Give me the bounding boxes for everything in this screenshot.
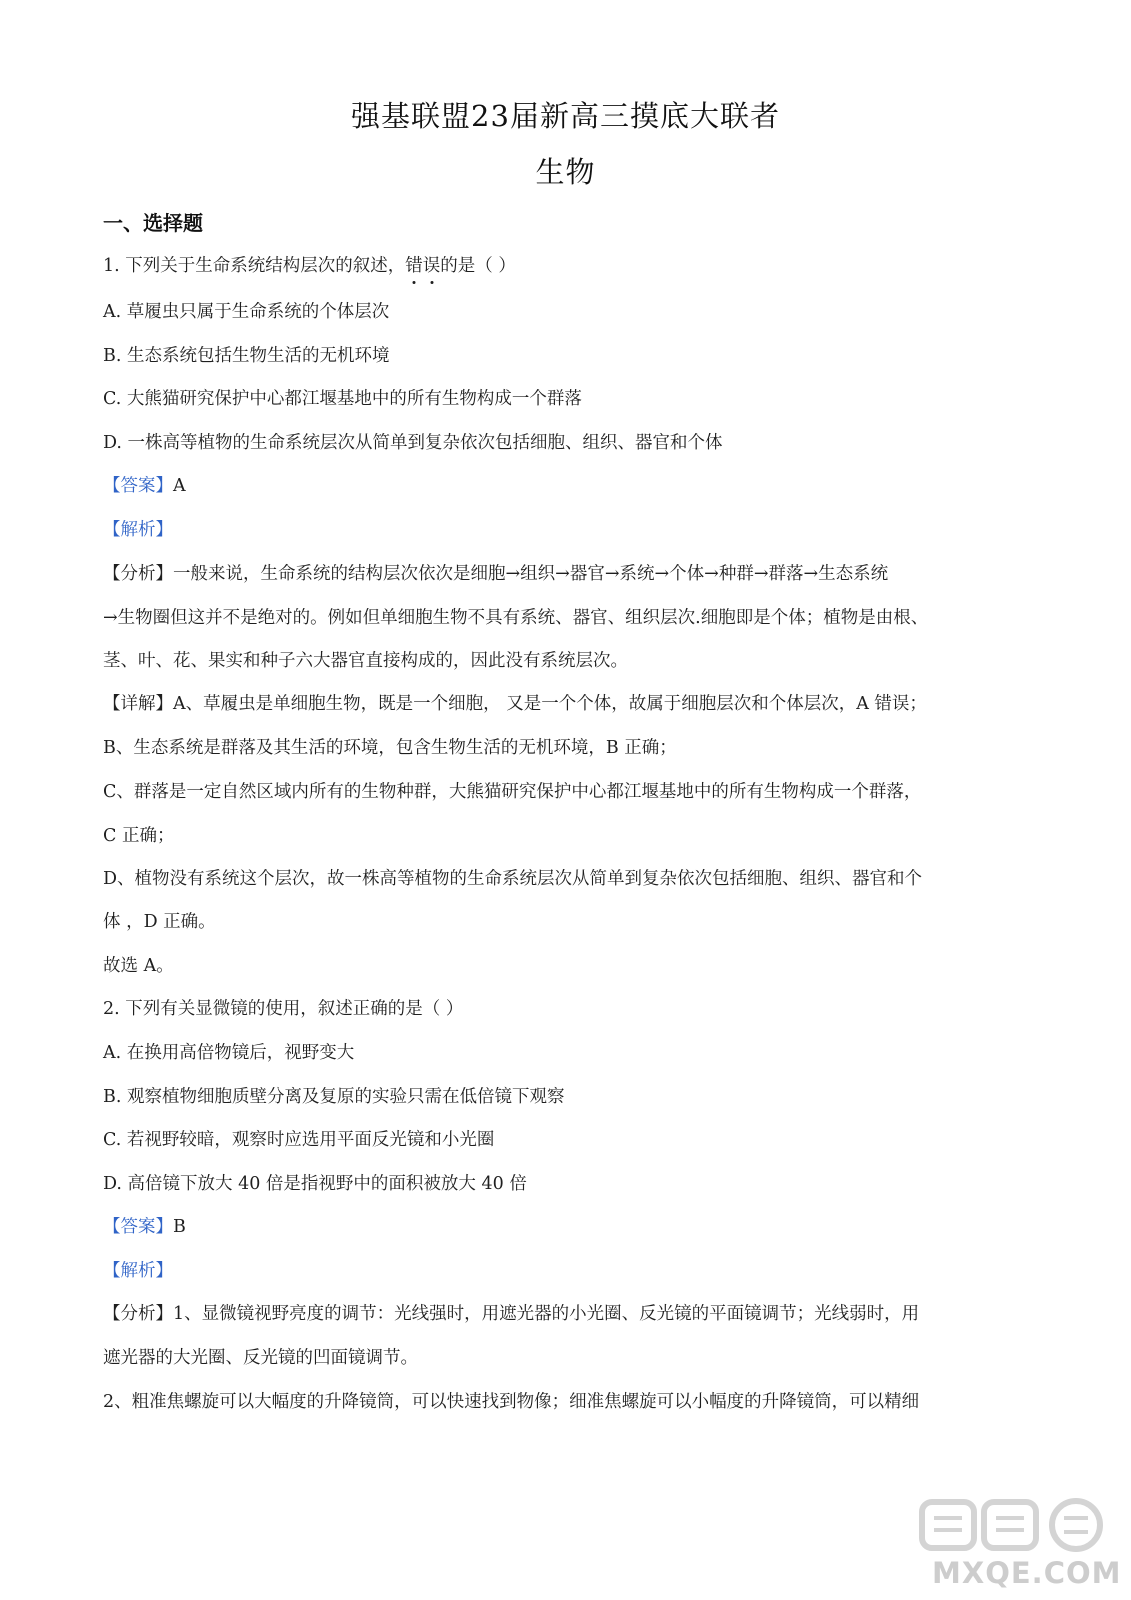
watermark-text: MXQE.COM bbox=[932, 1556, 1122, 1590]
q1-conclusion: 故选 A。 bbox=[103, 956, 174, 976]
answer-tag: 【答案】 bbox=[103, 1217, 173, 1237]
q2-stem: 2. 下列有关显微镜的使用，叙述正确的是（ ） bbox=[103, 999, 464, 1019]
subject-title: 生物 bbox=[535, 155, 596, 189]
q1-detail-line: 【详解】A、草履虫是单细胞生物，既是一个细胞， 又是一个个体，故属于细胞层次和个体层次，A 错误； bbox=[103, 694, 927, 714]
q2-option-b: B. 观察植物细胞质壁分离及复原的实验只需在低倍镜下观察 bbox=[103, 1087, 565, 1107]
q1-option-c: C. 大熊猫研究保护中心都江堰基地中的所有生物构成一个群落 bbox=[103, 389, 582, 409]
q1-option-d: D. 一株高等植物的生命系统层次从简单到复杂依次包括细胞、组织、器官和个体 bbox=[103, 433, 723, 453]
q1-fenxi-line: 茎、叶、花、果实和种子六大器官直接构成的，因此没有系统层次。 bbox=[103, 651, 628, 671]
q1-detail-line: B、生态系统是群落及其生活的环境，包含生物生活的无机环境，B 正确； bbox=[103, 738, 677, 758]
answer-tag: 【答案】 bbox=[103, 476, 173, 496]
q1-detail-line: D、植物没有系统这个层次，故一株高等植物的生命系统层次从简单到复杂依次包括细胞、组织、器官和个 bbox=[103, 869, 923, 889]
q1-fenxi-line: →生物圈但这并不是绝对的。例如但单细胞生物不具有系统、器官、组织层次.细胞即是个体；植物是由根、 bbox=[103, 608, 929, 628]
q1-detail-line: 体 ，D 正确。 bbox=[103, 912, 216, 932]
answer-logo-icon bbox=[918, 1496, 1118, 1554]
q1-detail-line: C 正确； bbox=[103, 826, 175, 846]
q2-option-d: D. 高倍镜下放大 40 倍是指视野中的面积被放大 40 倍 bbox=[103, 1174, 527, 1194]
emphasis-dot-char: 误 bbox=[423, 252, 441, 277]
q1-answer: 【答案】A bbox=[103, 476, 186, 496]
q1-detail-line: C、群落是一定自然区域内所有的生物种群，大熊猫研究保护中心都江堰基地中的所有生物构成一个群落， bbox=[103, 782, 922, 802]
q2-option-c: C. 若视野较暗，观察时应选用平面反光镜和小光圈 bbox=[103, 1130, 495, 1150]
q2-fenxi-line: 遮光器的大光圈、反光镜的凹面镜调节。 bbox=[103, 1348, 418, 1368]
q2-option-a: A. 在换用高倍物镜后，视野变大 bbox=[103, 1043, 355, 1063]
q2-answer: 【答案】B bbox=[103, 1217, 186, 1237]
q2-fenxi-line: 2、粗准焦螺旋可以大幅度的升降镜筒，可以快速找到物像；细准焦螺旋可以小幅度的升降镜筒，可以精细 bbox=[103, 1392, 920, 1412]
xiangjie-tag: 【详解】 bbox=[103, 694, 173, 714]
fenxi-tag: 【分析】 bbox=[103, 564, 173, 584]
q1-analysis-tag: 【解析】 bbox=[103, 520, 173, 540]
fenxi-tag: 【分析】 bbox=[103, 1304, 173, 1324]
emphasis-dot-char: 错 bbox=[405, 252, 423, 277]
q2-analysis-tag: 【解析】 bbox=[103, 1261, 173, 1281]
page-title: 强基联盟23届新高三摸底大联者 bbox=[351, 99, 780, 133]
q1-option-a: A. 草履虫只属于生命系统的个体层次 bbox=[103, 302, 390, 322]
q2-fenxi-line: 【分析】1、显微镜视野亮度的调节：光线强时，用遮光器的小光圈、反光镜的平面镜调节；光线弱时，用 bbox=[103, 1304, 920, 1324]
q1-fenxi-line: 【分析】一般来说，生命系统的结构层次依次是细胞→组织→器官→系统→个体→种群→群落→生态系统 bbox=[103, 564, 889, 584]
q1-stem: 1. 下列关于生命系统结构层次的叙述，错误的是（ ） bbox=[103, 252, 516, 277]
q1-option-b: B. 生态系统包括生物生活的无机环境 bbox=[103, 346, 390, 366]
section-title: 一、选择题 bbox=[103, 211, 203, 235]
watermark bbox=[918, 1496, 1122, 1596]
